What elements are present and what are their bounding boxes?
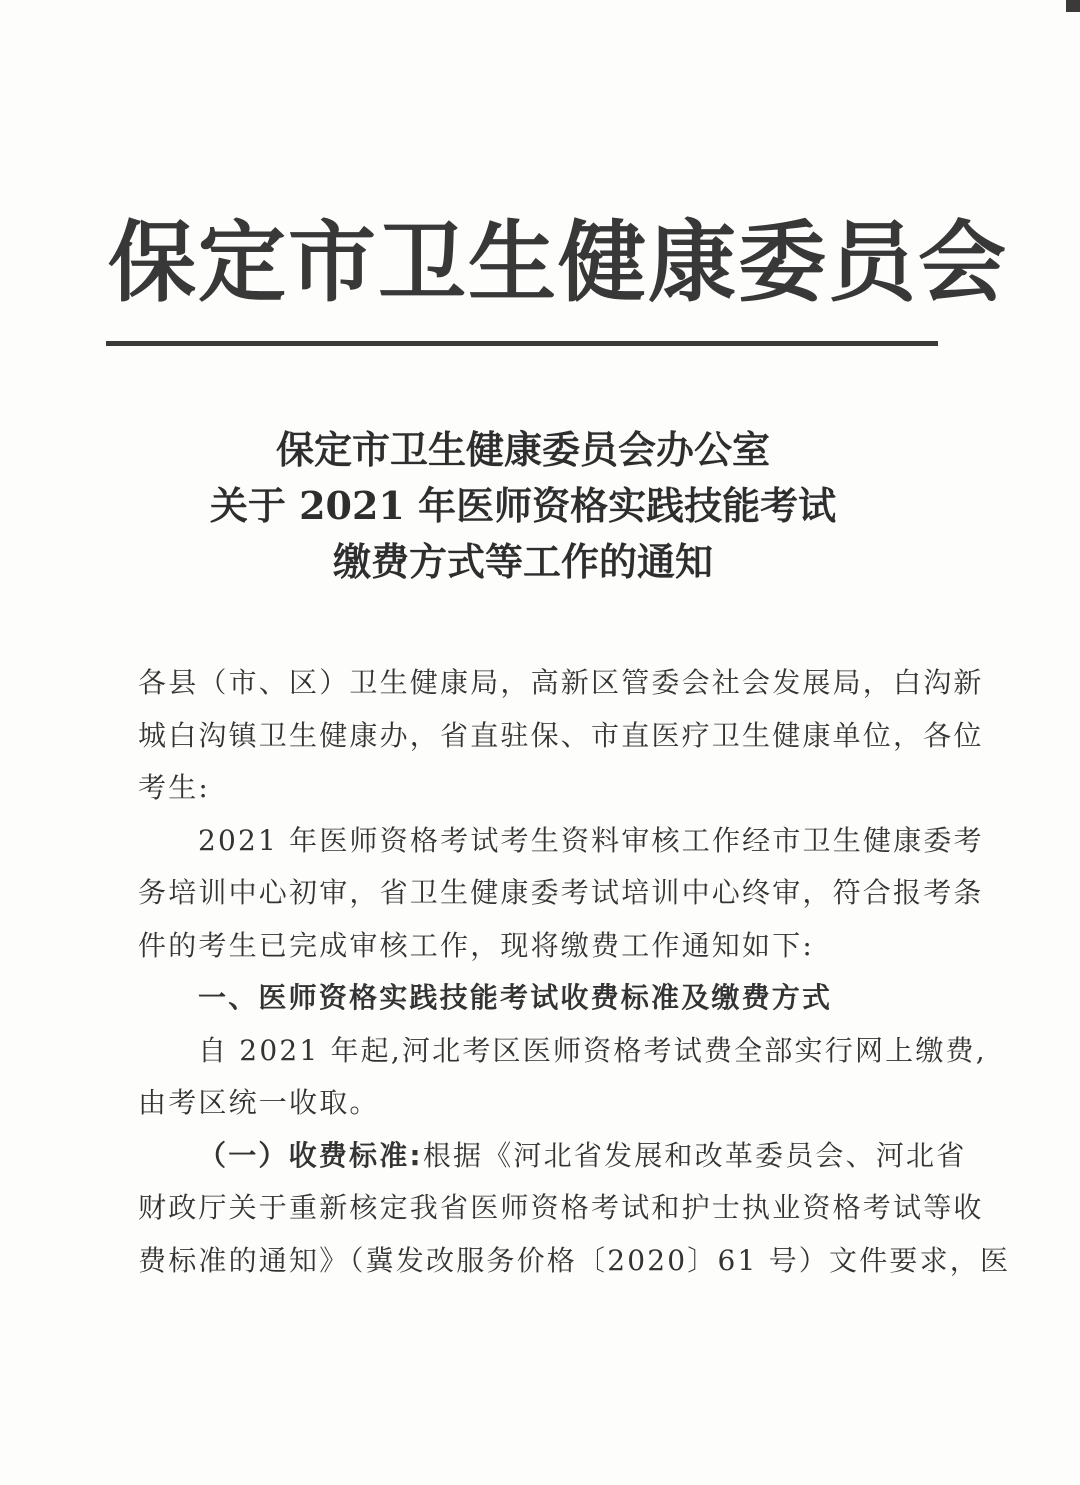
paragraph-3-line-2: 财政厅关于重新核定我省医师资格考试和护士执业资格考试等收 [138,1191,984,1224]
paragraph-2-line-2: 由考区统一收取。 [138,1086,380,1119]
addressee-line-1: 各县（市、区）卫生健康局，高新区管委会社会发展局，白沟新 [138,666,984,699]
addressee-line-2: 城白沟镇卫生健康办，省直驻保、市直医疗卫生健康单位，各位 [138,718,984,752]
document-body [138,657,1011,1287]
paragraph-2-line-1: 自 2021 年起,河北考区医师资格考试费全部实行网上缴费, [198,1033,987,1067]
title-line-3: 缴费方式等工作的通知 [332,539,713,584]
addressee-line-3: 考生: [138,771,211,804]
paragraph-1-line-1: 2021 年医师资格考试考生资料审核工作经市卫生健康委考 [198,823,984,857]
title-line-1: 保定市卫生健康委员会办公室 [275,427,770,472]
letterhead-agency-name: 保定市卫生健康委员会 [108,211,1009,314]
paragraph-3-line-1 [138,1130,967,1183]
section-heading-1: 一、医师资格实践技能考试收费标准及缴费方式 [198,981,833,1014]
document-title [108,422,938,590]
paragraph-1-line-2: 务培训中心初审，省卫生健康委考试培训中心终审，符合报考条 [138,876,984,909]
title-line-2: 关于 2021 年医师资格实践技能考试 [209,483,837,528]
subsection-label-fee-standard: （一）收费标准: [198,1138,423,1172]
paragraph-1-line-3: 件的考生已完成审核工作，现将缴费工作通知如下: [138,928,815,962]
letterhead-divider [106,341,938,346]
paragraph-3-line-3: 费标准的通知》（冀发改服务价格〔2020〕61 号）文件要求，医 [138,1243,1011,1277]
scan-corner-mark [1066,0,1080,12]
paragraph-3-line-1-text: 根据《河北省发展和改革委员会、河北省 [422,1138,967,1172]
